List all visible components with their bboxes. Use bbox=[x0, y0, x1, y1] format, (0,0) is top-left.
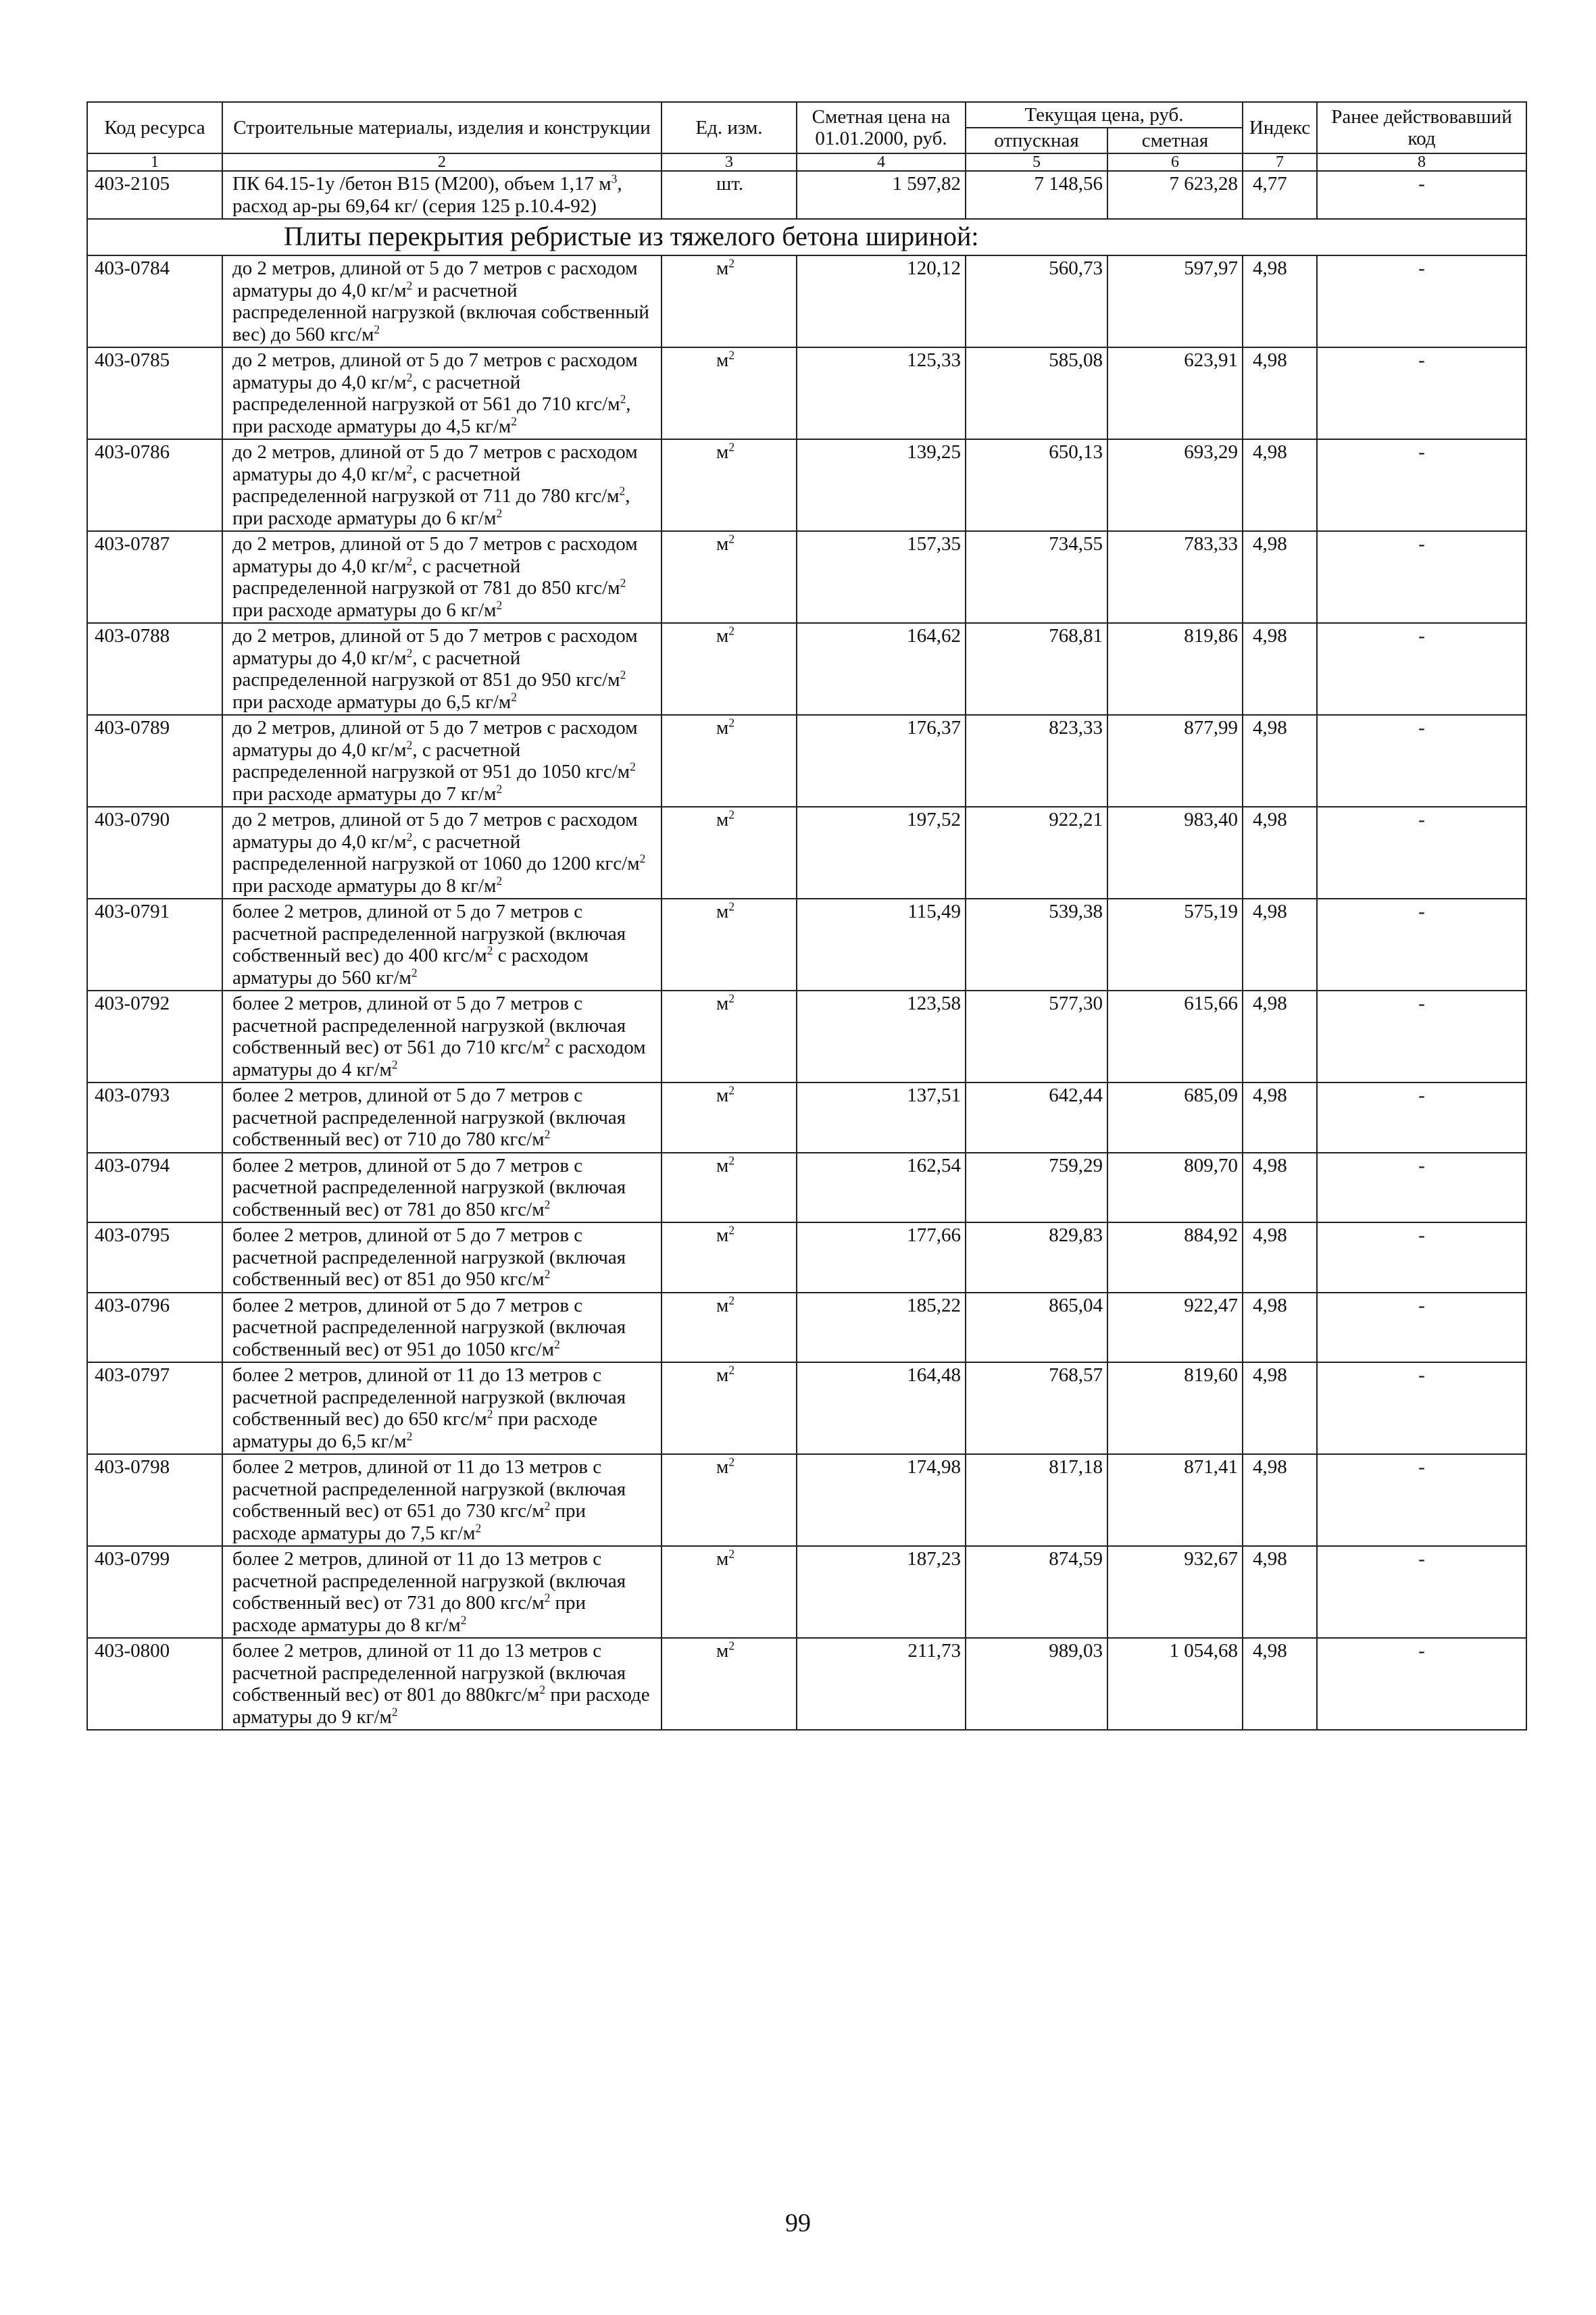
estimated-price: 693,29 bbox=[1107, 439, 1243, 531]
material-description: до 2 метров, длиной от 5 до 7 метров с расходом арматуры до 4,0 $кг/м^2$, с расчетной распределенной нагрузкой от 561 до 710 кгс/$м^2$, при расходе арматуры до 4,5 $кг/м^2$ bbox=[222, 347, 662, 439]
estimated-price: 783,33 bbox=[1107, 531, 1243, 623]
previous-code: - bbox=[1317, 1293, 1526, 1363]
wholesale-price: 539,38 bbox=[966, 899, 1107, 991]
previous-code: - bbox=[1317, 1454, 1526, 1546]
table-header bbox=[87, 102, 1526, 171]
estimated-price: 819,86 bbox=[1107, 623, 1243, 715]
wholesale-price: 829,83 bbox=[966, 1222, 1107, 1293]
price-index: 4,98 bbox=[1243, 255, 1317, 347]
resource-code: 403-0798 bbox=[87, 1454, 222, 1546]
header-current-price: Текущая цена, руб. bbox=[966, 102, 1243, 128]
wholesale-price: 865,04 bbox=[966, 1293, 1107, 1363]
unit: $м^2$ bbox=[662, 715, 797, 807]
estimated-price: 983,40 bbox=[1107, 807, 1243, 899]
price-2000: 187,23 bbox=[797, 1546, 966, 1638]
price-index: 4,98 bbox=[1243, 807, 1317, 899]
price-index: 4,98 bbox=[1243, 1362, 1317, 1454]
header-unit: Ед. изм. bbox=[662, 102, 797, 153]
previous-code: - bbox=[1317, 715, 1526, 807]
wholesale-price: 768,81 bbox=[966, 623, 1107, 715]
column-numbers-row bbox=[87, 153, 1526, 171]
unit: шт. bbox=[662, 171, 797, 219]
table-row bbox=[87, 255, 1526, 347]
price-index: 4,98 bbox=[1243, 1454, 1317, 1546]
group-title-cell bbox=[87, 219, 1526, 255]
estimated-price: 884,92 bbox=[1107, 1222, 1243, 1293]
wholesale-price: 585,08 bbox=[966, 347, 1107, 439]
price-index: 4,98 bbox=[1243, 439, 1317, 531]
previous-code: - bbox=[1317, 899, 1526, 991]
previous-code: - bbox=[1317, 991, 1526, 1082]
table-row bbox=[87, 1362, 1526, 1454]
estimated-price: 575,19 bbox=[1107, 899, 1243, 991]
material-description: более 2 метров, длиной от 5 до 7 метров с расчетной распределенной нагрузкой (включая собственный вес) от 851 до 950 кгс/$м^2$ bbox=[222, 1222, 662, 1293]
table-row bbox=[87, 991, 1526, 1082]
price-2000: 139,25 bbox=[797, 439, 966, 531]
previous-code: - bbox=[1317, 255, 1526, 347]
resource-code: 403-0786 bbox=[87, 439, 222, 531]
price-2000: 164,48 bbox=[797, 1362, 966, 1454]
unit: $м^2$ bbox=[662, 1222, 797, 1293]
estimated-price: 877,99 bbox=[1107, 715, 1243, 807]
table-row bbox=[87, 439, 1526, 531]
resource-code: 403-0789 bbox=[87, 715, 222, 807]
table-row bbox=[87, 1153, 1526, 1223]
price-index: 4,98 bbox=[1243, 1082, 1317, 1153]
wholesale-price: 560,73 bbox=[966, 255, 1107, 347]
wholesale-price: 759,29 bbox=[966, 1153, 1107, 1223]
previous-code: - bbox=[1317, 807, 1526, 899]
price-index: 4,98 bbox=[1243, 1153, 1317, 1223]
unit: $м^2$ bbox=[662, 991, 797, 1082]
price-2000: 185,22 bbox=[797, 1293, 966, 1363]
estimated-price: 922,47 bbox=[1107, 1293, 1243, 1363]
resource-code: 403-0784 bbox=[87, 255, 222, 347]
wholesale-price: 817,18 bbox=[966, 1454, 1107, 1546]
previous-code: - bbox=[1317, 347, 1526, 439]
column-number: 6 bbox=[1107, 153, 1243, 171]
table-row bbox=[87, 1546, 1526, 1638]
previous-code: - bbox=[1317, 439, 1526, 531]
price-2000: 137,51 bbox=[797, 1082, 966, 1153]
price-index: 4,98 bbox=[1243, 1638, 1317, 1730]
table-row bbox=[87, 1638, 1526, 1730]
price-table-sheet bbox=[86, 101, 1526, 1731]
material-description: до 2 метров, длиной от 5 до 7 метров с расходом арматуры до 4,0 $кг/м^2$, с расчетной распределенной нагрузкой от 781 до 850 кгс/$м^2$ при расходе арматуры до 6 $кг/м^2$ bbox=[222, 531, 662, 623]
column-number: 3 bbox=[662, 153, 797, 171]
price-2000: 211,73 bbox=[797, 1638, 966, 1730]
wholesale-price: 734,55 bbox=[966, 531, 1107, 623]
header-estimated: сметная bbox=[1107, 128, 1243, 153]
wholesale-price: 874,59 bbox=[966, 1546, 1107, 1638]
material-description: более 2 метров, длиной от 11 до 13 метров с расчетной распределенной нагрузкой (включая собственный вес) от 731 до 800 кгс/$м^2$ при расходе арматуры до 8 $кг/м^2$ bbox=[222, 1546, 662, 1638]
header-code: Код ресурса bbox=[87, 102, 222, 153]
table-row bbox=[87, 1222, 1526, 1293]
table-row bbox=[87, 623, 1526, 715]
price-2000: 174,98 bbox=[797, 1454, 966, 1546]
price-2000: 176,37 bbox=[797, 715, 966, 807]
previous-code: - bbox=[1317, 531, 1526, 623]
table-row bbox=[87, 807, 1526, 899]
wholesale-price: 642,44 bbox=[966, 1082, 1107, 1153]
estimated-price: 809,70 bbox=[1107, 1153, 1243, 1223]
table-row bbox=[87, 1293, 1526, 1363]
material-description: до 2 метров, длиной от 5 до 7 метров с расходом арматуры до 4,0 $кг/м^2$, с расчетной распределенной нагрузкой от 1060 до 1200 кгс/$м^2$ при расходе арматуры до 8 $кг/м^2$ bbox=[222, 807, 662, 899]
page-number: 99 bbox=[785, 2209, 811, 2237]
material-description: более 2 метров, длиной от 5 до 7 метров с расчетной распределенной нагрузкой (включая собственный вес) от 561 до 710 кгс/$м^2$ с расходом арматуры до 4 $кг/м^2$ bbox=[222, 991, 662, 1082]
unit: $м^2$ bbox=[662, 1362, 797, 1454]
estimated-price: 1 054,68 bbox=[1107, 1638, 1243, 1730]
header-wholesale: отпускная bbox=[966, 128, 1107, 153]
unit: $м^2$ bbox=[662, 899, 797, 991]
unit: $м^2$ bbox=[662, 1153, 797, 1223]
material-description: более 2 метров, длиной от 11 до 13 метров с расчетной распределенной нагрузкой (включая собственный вес) от 801 до $880кгс/м^2$ при расходе арматуры до 9 $кг/м^2$ bbox=[222, 1638, 662, 1730]
column-number: 1 bbox=[87, 153, 222, 171]
header-estimate-price-2000: Сметная цена на 01.01.2000, руб. bbox=[797, 102, 966, 153]
resource-code: 403-0795 bbox=[87, 1222, 222, 1293]
material-description: более 2 метров, длиной от 5 до 7 метров с расчетной распределенной нагрузкой (включая собственный вес) от 710 до 780 кгс/$м^2$ bbox=[222, 1082, 662, 1153]
resource-code: 403-0785 bbox=[87, 347, 222, 439]
wholesale-price: 577,30 bbox=[966, 991, 1107, 1082]
price-2000: 197,52 bbox=[797, 807, 966, 899]
table-row bbox=[87, 899, 1526, 991]
estimated-price: 685,09 bbox=[1107, 1082, 1243, 1153]
table-row bbox=[87, 715, 1526, 807]
previous-code: - bbox=[1317, 1638, 1526, 1730]
previous-code: - bbox=[1317, 1546, 1526, 1638]
unit: $м^2$ bbox=[662, 1546, 797, 1638]
material-description: более 2 метров, длиной от 11 до 13 метров с расчетной распределенной нагрузкой (включая собственный вес) до 650 кгс/$м^2$ при расходе арматуры до 6,5 $кг/м^2$ bbox=[222, 1362, 662, 1454]
unit: $м^2$ bbox=[662, 807, 797, 899]
material-description: более 2 метров, длиной от 5 до 7 метров с расчетной распределенной нагрузкой (включая собственный вес) до 400 кгс/$м^2$ с расходом арматуры до 560 $кг/м^2$ bbox=[222, 899, 662, 991]
resource-code: 403-0793 bbox=[87, 1082, 222, 1153]
resource-code: 403-0797 bbox=[87, 1362, 222, 1454]
resource-code: 403-0796 bbox=[87, 1293, 222, 1363]
price-2000: 162,54 bbox=[797, 1153, 966, 1223]
column-number: 5 bbox=[966, 153, 1107, 171]
unit: $м^2$ bbox=[662, 531, 797, 623]
previous-code: - bbox=[1317, 623, 1526, 715]
unit: $м^2$ bbox=[662, 1293, 797, 1363]
previous-code: - bbox=[1317, 171, 1526, 219]
price-2000: 1 597,82 bbox=[797, 171, 966, 219]
resource-code: 403-0792 bbox=[87, 991, 222, 1082]
wholesale-price: 768,57 bbox=[966, 1362, 1107, 1454]
previous-code: - bbox=[1317, 1153, 1526, 1223]
price-index: 4,98 bbox=[1243, 1222, 1317, 1293]
table-body bbox=[87, 171, 1526, 1730]
group-header-row bbox=[87, 219, 1526, 255]
unit: $м^2$ bbox=[662, 255, 797, 347]
table-row bbox=[87, 171, 1526, 219]
price-table bbox=[86, 101, 1527, 1731]
price-2000: 115,49 bbox=[797, 899, 966, 991]
estimated-price: 615,66 bbox=[1107, 991, 1243, 1082]
wholesale-price: 989,03 bbox=[966, 1638, 1107, 1730]
material-description: более 2 метров, длиной от 5 до 7 метров с расчетной распределенной нагрузкой (включая собственный вес) от 951 до 1050 кгс/$м^2$ bbox=[222, 1293, 662, 1363]
price-index: 4,98 bbox=[1243, 347, 1317, 439]
group-title: Плиты перекрытия ребристые из тяжелого бетона шириной: bbox=[284, 221, 979, 251]
resource-code: 403-0787 bbox=[87, 531, 222, 623]
unit: $м^2$ bbox=[662, 1082, 797, 1153]
price-index: 4,98 bbox=[1243, 623, 1317, 715]
wholesale-price: 922,21 bbox=[966, 807, 1107, 899]
material-description: до 2 метров, длиной от 5 до 7 метров с расходом арматуры до 4,0 $кг/м^2$, с расчетной распределенной нагрузкой от 851 до 950 кгс/$м^2$ при расходе арматуры до 6,5 $кг/м^2$ bbox=[222, 623, 662, 715]
estimated-price: 597,97 bbox=[1107, 255, 1243, 347]
wholesale-price: 650,13 bbox=[966, 439, 1107, 531]
previous-code: - bbox=[1317, 1222, 1526, 1293]
resource-code: 403-0790 bbox=[87, 807, 222, 899]
material-description: более 2 метров, длиной от 11 до 13 метров с расчетной распределенной нагрузкой (включая собственный вес) от 651 до 730 кгс/$м^2$ при расходе арматуры до 7,5 $кг/м^2$ bbox=[222, 1454, 662, 1546]
unit: $м^2$ bbox=[662, 623, 797, 715]
resource-code: 403-2105 bbox=[87, 171, 222, 219]
resource-code: 403-0788 bbox=[87, 623, 222, 715]
previous-code: - bbox=[1317, 1082, 1526, 1153]
price-2000: 120,12 bbox=[797, 255, 966, 347]
header-index: Индекс bbox=[1243, 102, 1317, 153]
estimated-price: 932,67 bbox=[1107, 1546, 1243, 1638]
resource-code: 403-0794 bbox=[87, 1153, 222, 1223]
estimated-price: 7 623,28 bbox=[1107, 171, 1243, 219]
estimated-price: 819,60 bbox=[1107, 1362, 1243, 1454]
price-2000: 177,66 bbox=[797, 1222, 966, 1293]
column-number: 4 bbox=[797, 153, 966, 171]
price-index: 4,98 bbox=[1243, 715, 1317, 807]
header-materials: Строительные материалы, изделия и конструкции bbox=[222, 102, 662, 153]
unit: $м^2$ bbox=[662, 1638, 797, 1730]
column-number: 2 bbox=[222, 153, 662, 171]
resource-code: 403-0800 bbox=[87, 1638, 222, 1730]
price-index: 4,98 bbox=[1243, 1546, 1317, 1638]
price-2000: 157,35 bbox=[797, 531, 966, 623]
material-description: более 2 метров, длиной от 5 до 7 метров с расчетной распределенной нагрузкой (включая собственный вес) от 781 до 850 кгс/$м^2$ bbox=[222, 1153, 662, 1223]
table-row bbox=[87, 347, 1526, 439]
header-previous-code: Ранее действовавший код bbox=[1317, 102, 1526, 153]
column-number: 8 bbox=[1317, 153, 1526, 171]
previous-code: - bbox=[1317, 1362, 1526, 1454]
estimated-price: 623,91 bbox=[1107, 347, 1243, 439]
unit: $м^2$ bbox=[662, 1454, 797, 1546]
resource-code: 403-0791 bbox=[87, 899, 222, 991]
price-2000: 164,62 bbox=[797, 623, 966, 715]
unit: $м^2$ bbox=[662, 439, 797, 531]
table-row bbox=[87, 531, 1526, 623]
material-description: ПК 64.15-1у /бетон В15 (М200), объем 1,17 $м^3$, расход ар-ры 69,64 кг/ (серия 125 р.10.4-92) bbox=[222, 171, 662, 219]
price-index: 4,77 bbox=[1243, 171, 1317, 219]
material-description: до 2 метров, длиной от 5 до 7 метров с расходом арматуры до 4,0 $кг/м^2$ и расчетной распределенной нагрузкой (включая собственный вес) до 560 кгс/$м^2$ bbox=[222, 255, 662, 347]
table-row bbox=[87, 1082, 1526, 1153]
unit: $м^2$ bbox=[662, 347, 797, 439]
resource-code: 403-0799 bbox=[87, 1546, 222, 1638]
wholesale-price: 7 148,56 bbox=[966, 171, 1107, 219]
price-index: 4,98 bbox=[1243, 1293, 1317, 1363]
table-row bbox=[87, 1454, 1526, 1546]
price-index: 4,98 bbox=[1243, 899, 1317, 991]
estimated-price: 871,41 bbox=[1107, 1454, 1243, 1546]
price-2000: 123,58 bbox=[797, 991, 966, 1082]
price-2000: 125,33 bbox=[797, 347, 966, 439]
price-index: 4,98 bbox=[1243, 531, 1317, 623]
price-index: 4,98 bbox=[1243, 991, 1317, 1082]
material-description: до 2 метров, длиной от 5 до 7 метров с расходом арматуры до 4,0 $кг/м^2$, с расчетной распределенной нагрузкой от 711 до 780 кгс/$м^2$, при расходе арматуры до 6 $кг/м^2$ bbox=[222, 439, 662, 531]
column-number: 7 bbox=[1243, 153, 1317, 171]
wholesale-price: 823,33 bbox=[966, 715, 1107, 807]
material-description: до 2 метров, длиной от 5 до 7 метров с расходом арматуры до 4,0 $кг/м^2$, с расчетной распределенной нагрузкой от 951 до 1050 кгс/$м^2$ при расходе арматуры до 7 $кг/м^2$ bbox=[222, 715, 662, 807]
